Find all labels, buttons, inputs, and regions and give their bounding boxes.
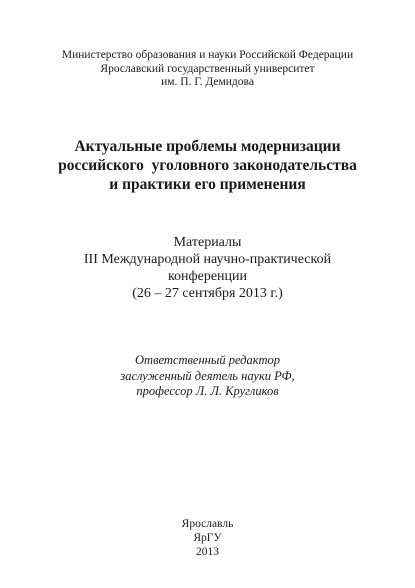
materials-label: Материалы <box>173 235 242 250</box>
publisher-name: ЯрГУ <box>193 532 222 544</box>
title-line-1: Актуальные проблемы модернизации <box>74 138 341 155</box>
book-title <box>0 137 415 194</box>
ministry-line: Министерство образования и науки Российской Федерации <box>61 49 354 61</box>
editor-title: заслуженный деятель науки РФ, <box>120 368 295 383</box>
title-line-3: и практики его применения <box>109 176 306 193</box>
conference-dates: (26 – 27 сентября 2013 г.) <box>132 286 283 301</box>
editor-name: профессор Л. Л. Кругликов <box>136 384 279 398</box>
conference-materials <box>0 234 415 302</box>
conference-word: конференции <box>167 269 248 284</box>
editor-info <box>0 353 415 400</box>
publication-year: 2013 <box>196 546 219 558</box>
university-name-line: им. П. Г. Демидова <box>161 76 254 88</box>
university-line: Ярославский государственный университет <box>100 62 315 75</box>
title-line-2: российского уголовного законодательства <box>58 157 357 174</box>
publisher-city: Ярославль <box>181 518 234 530</box>
publisher-info <box>0 517 415 559</box>
editor-role: Ответственный редактор <box>135 353 280 367</box>
conference-name-line: III Международной научно-практической <box>83 252 332 267</box>
institution-header <box>0 49 415 90</box>
